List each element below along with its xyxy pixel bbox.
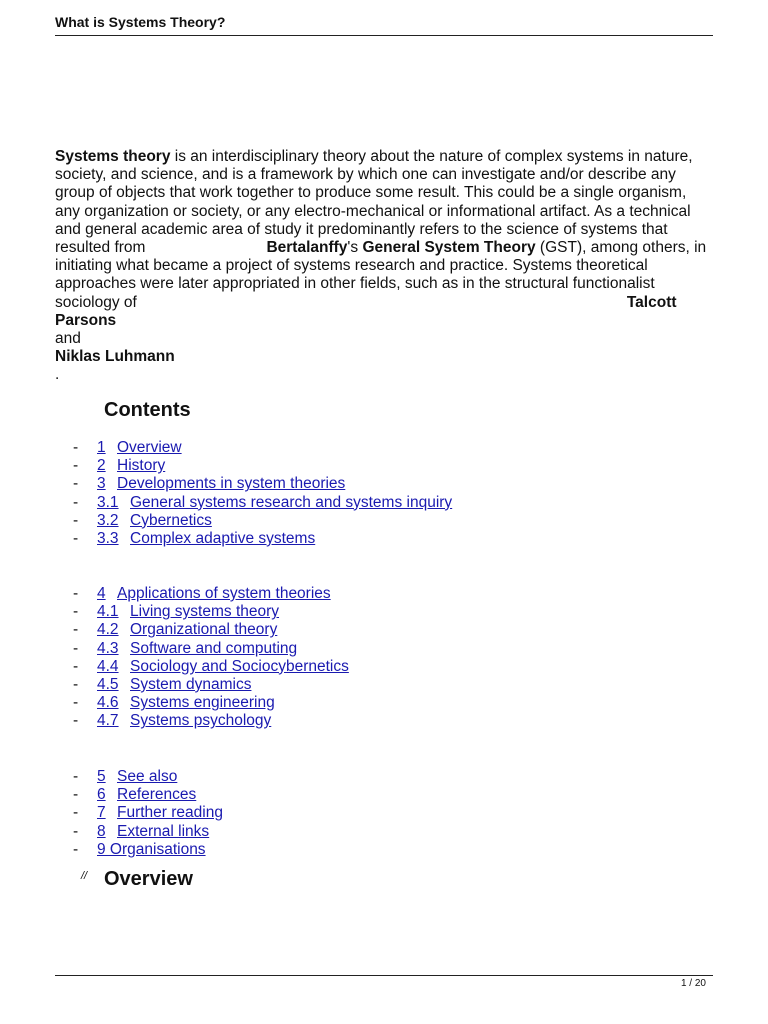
toc-label-link[interactable]: Software and computing (130, 639, 298, 657)
intro-line (55, 312, 715, 330)
toc-item (55, 512, 655, 530)
toc-number-link[interactable]: 9 Organisations (97, 840, 206, 858)
toc-item (55, 530, 655, 548)
page-number: 1 / 20 (680, 978, 706, 989)
toc-label-link[interactable]: Developments in system theories (117, 475, 346, 493)
toc-dash: - (73, 585, 79, 602)
toc-number-link[interactable]: 3.1 (97, 493, 119, 511)
toc-item (55, 676, 655, 694)
toc-label-link[interactable]: General systems research and systems inquiry (130, 493, 453, 511)
toc-item (55, 640, 655, 658)
toc-item (55, 457, 655, 475)
toc-number-link[interactable]: 4.7 (97, 712, 119, 730)
toc-dash: - (73, 840, 79, 858)
toc-number-link[interactable]: 4.5 (97, 675, 119, 693)
toc-item (55, 439, 655, 457)
toc-number-link[interactable]: 3.3 (97, 529, 119, 547)
intro-line: and general academic area of study it predominantly refers to the science of systems that (55, 220, 668, 238)
intro-line (55, 148, 715, 166)
toc-item (55, 841, 655, 859)
toc-number-link[interactable]: 4 (97, 585, 106, 602)
toc-item (55, 494, 655, 512)
toc-number-link[interactable]: 8 (97, 822, 106, 840)
header-divider (55, 35, 713, 36)
intro-line: approaches were later appropriated in other fields, such as in the structural functionalist (55, 275, 655, 293)
toc-item (55, 768, 655, 786)
toc-dash: - (73, 639, 79, 657)
toc-label-link[interactable]: Systems psychology (130, 712, 272, 730)
toc-label-link[interactable]: Complex adaptive systems (130, 529, 316, 547)
intro-line: and (55, 329, 81, 347)
toc-dash: - (73, 786, 79, 804)
toc-number-link[interactable]: 2 (97, 457, 106, 475)
toc-dash: - (73, 493, 79, 511)
intro-line: society, and science, and is a framework by which one can investigate and/or describe any (55, 166, 676, 184)
talcott-term: Talcott (626, 293, 677, 311)
toc-label-link[interactable]: System dynamics (130, 675, 252, 693)
intro-line (55, 239, 715, 257)
intro-text: sociology of (55, 293, 137, 311)
toc-dash: - (73, 457, 79, 475)
toc-label-link[interactable]: Further reading (117, 804, 223, 822)
toc-label-link[interactable]: History (117, 457, 166, 475)
toc-dash: - (73, 804, 79, 822)
toc-number-link[interactable]: 3 (97, 475, 106, 493)
toc-dash: - (73, 675, 79, 693)
toc-label-link[interactable]: Cybernetics (130, 511, 212, 529)
overview-heading: Overview (104, 868, 193, 890)
intro-line: group of objects that work together to produce some result. This could be a single organism, (55, 184, 687, 202)
toc-item (55, 712, 655, 730)
intro-line: initiating what became a project of systems research and practice. Systems theoretical (55, 257, 648, 275)
toc-number-link[interactable]: 3.2 (97, 511, 119, 529)
toc-number-link[interactable]: 4.1 (97, 603, 119, 621)
toc-label-link[interactable]: Systems engineering (130, 694, 275, 712)
toc-number-link[interactable]: 4.4 (97, 657, 119, 675)
toc-dash: - (73, 439, 79, 456)
toc-item (55, 603, 655, 621)
toc-item (55, 823, 655, 841)
toc-label-link[interactable]: Applications of system theories (117, 585, 331, 602)
toc-item (55, 804, 655, 822)
toc-label-link[interactable]: Sociology and Sociocybernetics (130, 657, 349, 675)
toc-number-link[interactable]: 4.2 (97, 621, 119, 639)
gst-term: General System Theory (362, 238, 536, 256)
toc-label-link[interactable]: Organizational theory (130, 621, 278, 639)
toc-dash: - (73, 603, 79, 621)
toc-item (55, 585, 655, 603)
toc-number-link[interactable]: 5 (97, 768, 106, 785)
toc-label-link[interactable]: See also (117, 768, 178, 785)
toc-label-link[interactable]: Overview (117, 439, 182, 456)
intro-text: (GST), among others, in (535, 238, 707, 256)
toc-item (55, 621, 655, 639)
toc-item (55, 786, 655, 804)
intro-text: resulted from (55, 238, 146, 256)
toc-dash: - (73, 511, 79, 529)
intro-line: any organization or society, or any electro-mechanical or informational artifact. As a technical (55, 202, 691, 220)
toc-item (55, 658, 655, 676)
toc-number-link[interactable]: 4.3 (97, 639, 119, 657)
toc-dash: - (73, 657, 79, 675)
intro-line (55, 294, 715, 312)
toc-group-3 (55, 768, 655, 859)
toc-dash: - (73, 475, 79, 493)
systems-theory-term: Systems theory (55, 148, 171, 165)
toc-dash: - (73, 621, 79, 639)
toc-item (55, 475, 655, 493)
toc-dash: - (73, 712, 79, 730)
toc-item (55, 694, 655, 712)
toc-number-link[interactable]: 4.6 (97, 694, 119, 712)
toc-number-link[interactable]: 6 (97, 786, 106, 804)
toc-label-link[interactable]: External links (117, 822, 210, 840)
toc-label-link[interactable]: References (117, 786, 197, 804)
luhmann-term: Niklas Luhmann (55, 348, 175, 366)
toc-number-link[interactable]: 1 (97, 439, 106, 456)
toc-dash: - (73, 768, 79, 785)
page-header-title: What is Systems Theory? (55, 14, 226, 30)
intro-line: . (55, 366, 60, 384)
toc-number-link[interactable]: 7 (97, 804, 106, 822)
intro-paragraph (55, 148, 715, 384)
footer-divider (55, 975, 713, 976)
toc-label-link[interactable]: Living systems theory (130, 603, 280, 621)
anchor-mark: // (81, 870, 88, 882)
toc-group-2 (55, 585, 655, 731)
toc-group-1 (55, 439, 655, 548)
toc-dash: - (73, 822, 79, 840)
contents-heading: Contents (104, 399, 191, 421)
toc-dash: - (73, 529, 79, 547)
toc-dash: - (73, 694, 79, 712)
parsons-term: Parsons (55, 311, 117, 329)
intro-line (55, 348, 715, 366)
intro-text: is an interdisciplinary theory about the nature of complex systems in nature, (170, 148, 693, 165)
bertalanffy-term: Bertalanffy (266, 238, 348, 256)
intro-text: 's (347, 238, 363, 256)
